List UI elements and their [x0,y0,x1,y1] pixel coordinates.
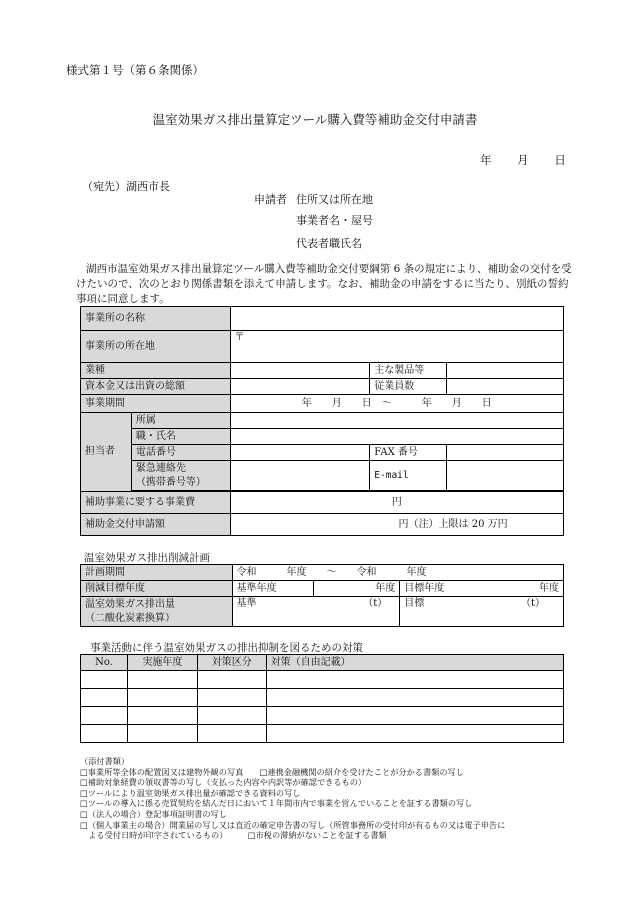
header-no: No. [81,655,128,671]
applicant-address-label: 住所又は所在地 [296,193,373,206]
capital-field[interactable] [230,379,370,395]
capital-label: 資本金又は出資の総額 [81,379,231,395]
header-free: 対策（自由記載） [266,655,563,671]
office-location-field[interactable] [230,331,563,363]
grant-amount-label: 補助金交付申請額 [81,514,231,536]
project-cost-field[interactable]: 円 [230,492,563,514]
table-row[interactable] [81,707,564,725]
plan-period-field[interactable]: 令和 年度 ～ 令和 年度 [232,565,563,581]
office-name-field[interactable] [230,307,563,331]
attachment-item[interactable]: □（個人事業主の場合）開業届の写し又は直近の確定申告書の写し（所管事務所の受付印が有るもの又は電子申告に [80,819,506,830]
position-name-label: 職・氏名 [131,429,230,445]
base-year-field[interactable]: 年度 [314,581,400,597]
target-unit: （t） [520,598,545,609]
table-row[interactable] [81,671,564,689]
base-unit: （t） [363,598,388,609]
industry-label: 業種 [81,363,231,379]
applicant-label: 申請者 [254,193,287,206]
attachment-item[interactable]: □（法人の場合）登記事項証明書の写し [80,808,227,819]
form-number: 様式第１号（第６条関係） [66,63,204,77]
attachment-item[interactable]: □事業所等全体の配置図又は建物外観の写真 □連携金融機関の紹介を受けたことが分かる書類の写し [80,766,464,777]
table-row[interactable] [81,689,564,707]
date-day: 日 [554,153,566,167]
phone-field[interactable] [230,445,370,461]
employees-label: 従業員数 [370,379,447,395]
header-category: 対策区分 [197,655,266,671]
target-nendo: 年度 [539,582,559,594]
base-year-label: 基準年度 [232,581,314,597]
reduction-plan-table [80,564,564,627]
fax-field[interactable] [447,445,564,461]
emergency-label: 緊急連絡先 [135,462,186,474]
target-label: 目標 [404,598,425,609]
attachment-item[interactable]: よる受付日時が印字されているもの） □市税の滞納がないことを証する書類 [80,830,387,841]
fax-label: FAX 番号 [370,445,447,461]
addressee: （宛先）湖西市長 [82,180,170,193]
measures-table [80,654,564,743]
application-date[interactable] [480,152,566,168]
contact-person-label: 担当者 [81,413,132,492]
office-location-label: 事業所の所在地 [81,331,231,363]
emergency-contact-label [131,461,230,491]
position-name-field[interactable] [230,429,563,445]
applicant-business-name-label: 事業者名・屋号 [296,214,373,227]
applicant-info-table [80,306,564,536]
business-period-label: 事業期間 [81,395,231,413]
attachments-list [80,756,505,841]
table-row[interactable] [81,725,564,743]
attachments-heading: （添付書類） [80,756,130,766]
email-label: E-mail [370,461,447,491]
employees-field[interactable] [447,379,564,395]
email-field[interactable] [447,461,564,491]
header-year: 実施年度 [127,655,197,671]
base-label: 基準 [236,598,257,609]
date-year: 年 [480,153,492,167]
applicant-representative-label: 代表者職氏名 [296,237,362,250]
intro-paragraph: 湖西市温室効果ガス排出量算定ツール購入費等補助金交付要綱第 6 条の規定により、補助金の交付を受けたいので、次のとおり関係書類を添えて申請します。なお、補助金の申請をするに当たり、別紙の誓約事項に同意します。 [76,263,572,305]
industry-field[interactable] [230,363,370,379]
attachment-item[interactable]: □ツールの導入に係る売買契約を結んだ日において１年間市内で事業を営んでいることを証する書類の写し [80,798,473,809]
base-emissions-field[interactable] [232,597,400,627]
attachment-item[interactable]: □補助対象経費の領収書等の写し（支払った内容や内訳等が確認できるもの） [80,777,367,788]
target-year-field[interactable] [400,581,564,597]
target-year-text: 目標年度 [404,582,445,594]
emissions-label [81,597,233,627]
date-month: 月 [517,153,529,167]
project-cost-label: 補助事業に要する事業費 [81,492,231,514]
dept-label: 所属 [131,413,230,429]
co2-text: （二酸化炭素換算） [85,612,175,624]
business-period-field[interactable]: 年 月 日 ～ 年 月 日 [230,395,563,413]
measures-heading: 事業活動に伴う温室効果ガスの排出抑制を図るための対策 [90,642,363,654]
target-year-label: 削減目標年度 [81,581,233,597]
target-emissions-field[interactable] [400,597,564,627]
mobile-label: （携帯番号等） [135,476,206,488]
emissions-text: 温室効果ガス排出量 [85,598,175,610]
phone-label: 電話番号 [131,445,230,461]
postal-mark: 〒 [234,332,245,343]
dept-field[interactable] [230,413,563,429]
attachment-item[interactable]: □ツールにより温室効果ガス排出量が確認できる資料の写し [80,787,301,798]
plan-period-label: 計画期間 [81,565,233,581]
grant-amount-field[interactable]: 円（注）上限は 20 万円 [230,514,563,536]
office-name-label: 事業所の名称 [81,307,231,331]
page-title: 温室効果ガス排出量算定ツール購入費等補助金交付申請書 [152,112,478,127]
reduction-plan-heading: 温室効果ガス排出削減計画 [84,552,210,564]
main-products-field[interactable] [447,363,564,379]
main-products-label: 主な製品等 [370,363,447,379]
emergency-contact-field[interactable] [230,461,370,491]
